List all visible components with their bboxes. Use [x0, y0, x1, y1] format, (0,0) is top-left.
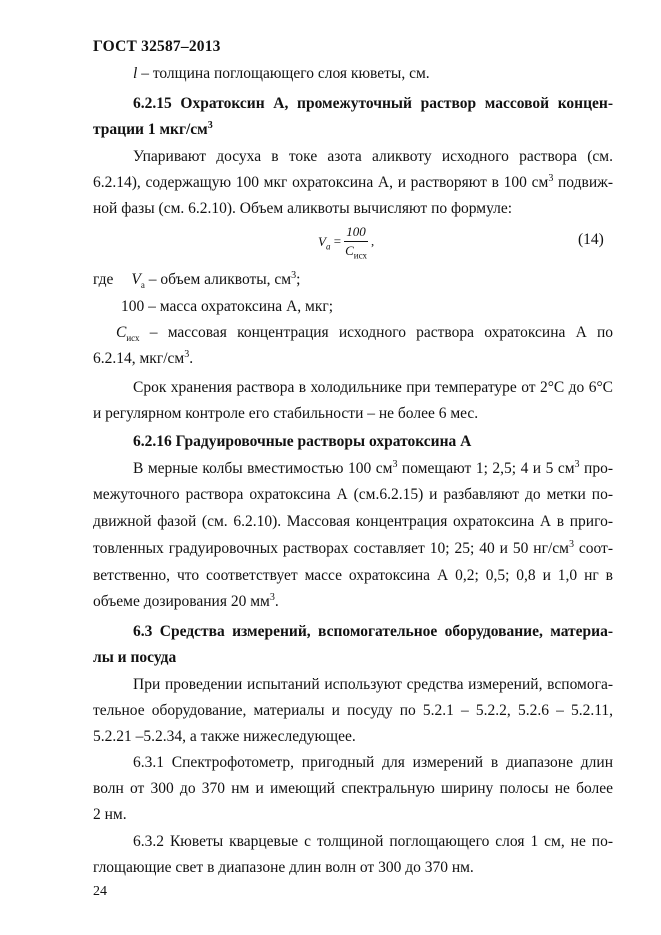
formula-denominator: $C_{исх}$: [345, 243, 367, 261]
formula-lhs: $V_a$: [318, 233, 331, 252]
superscript: 3: [574, 458, 580, 470]
document-header: ГОСТ 32587–2013: [93, 38, 221, 55]
va-text: – объем аликвоты, см: [144, 271, 292, 288]
paragraph-1-line2: [93, 173, 613, 193]
item-6-3-1-line1: 6.3.1 Спектрофотометр, пригодный для измерений в диапазоне длин: [133, 754, 613, 771]
paragraph-4-line1: При проведении испытаний используют средства измерений, вспомога-: [133, 676, 613, 693]
item-6-3-1-line2: волн от 300 до 370 нм и имеющий спектральную ширину полосы не более: [93, 780, 613, 797]
paragraph-3-line5: ветственно, что соответствует массе охратоксина А 0,2; 0,5; 0,8 и 1,0 нг в: [93, 567, 613, 584]
c-text: – массовая концентрация исходного раствора охратоксина А по: [139, 324, 613, 341]
paragraph-2-line1: Срок хранения раствора в холодильнике при температуре от 2°С до 6°С: [133, 379, 613, 396]
section-6-3-heading-line2: лы и посуда: [93, 649, 177, 666]
superscript: 3: [269, 591, 275, 603]
paragraph-1-line2-b: подвиж-: [553, 174, 613, 191]
page-number: 24: [93, 884, 107, 899]
superscript: 3: [291, 269, 297, 281]
paragraph-3-line6: объеме дозирования 20 $мм^3$.: [93, 591, 279, 610]
va-symbol: V: [131, 271, 141, 288]
paragraph-4-line2: тельное оборудование, материалы и посуду по 5.2.1 – 5.2.2, 5.2.6 – 5.2.11,: [93, 702, 613, 719]
superscript: 3: [207, 119, 213, 131]
paragraph-3-line3: движной фазой (см. 6.2.10). Массовая концентрация охратоксина А в приго-: [93, 513, 613, 530]
where-c-line1: [116, 323, 613, 343]
paragraph-1-line3: ной фазы (см. 6.2.10). Объем аликвоты вычисляют по формуле:: [93, 200, 513, 217]
formula-14: [318, 224, 374, 264]
l-definition-text: – толщина поглощающего слоя кюветы, см.: [137, 65, 430, 82]
item-6-3-2-line1: 6.3.2 Кюветы кварцевые с толщиной поглощающего слоя 1 см, не по-: [133, 833, 613, 850]
section-6-3-heading-line1: 6.3 Средства измерений, вспомогательное оборудование, материа-: [133, 623, 613, 640]
paragraph-3-line1: В мерные колбы вместимостью 100 $см^3$ помещают 1; 2,5; 4 и 5 $см^3$ про-: [133, 458, 613, 477]
superscript: 3: [568, 538, 574, 550]
section-6-2-15-heading-line2: [93, 120, 613, 140]
l-symbol: l: [133, 65, 138, 82]
section-6-2-16-heading: 6.2.16 Градуировочные растворы охратоксина А: [133, 433, 472, 450]
superscript: 3: [184, 348, 190, 360]
formula-fraction: [344, 224, 368, 259]
va-end: ;: [296, 271, 301, 288]
superscript: 3: [548, 172, 554, 184]
where-va-line: [93, 270, 613, 290]
formula-comma: ,: [367, 233, 375, 249]
paragraph-1-line1: Упаривают досуха в токе азота аликвоту исходного раствора (см.: [133, 148, 613, 165]
equation-number: (14): [578, 231, 604, 248]
section-6-2-15-heading-line1: 6.2.15 Охратоксин А, промежуточный раствор массовой концен-: [133, 95, 613, 112]
section-6-2-15-heading-text: трации 1 мкг/см: [93, 121, 208, 138]
formula-numerator: 100: [344, 224, 368, 242]
paragraph-3-line4: товленных градуировочных растворах составляет 10; 25; 40 и 50 $нг/см^3$ соот-: [93, 538, 613, 557]
c-subscript: исх: [126, 333, 140, 344]
item-6-3-1-line3: 2 нм.: [93, 806, 127, 823]
c-line2-text: 6.2.14, мкг/см: [93, 350, 185, 367]
paragraph-4-line3: 5.2.21 –5.2.34, а также нижеследующее.: [93, 728, 356, 745]
c-line2-end: .: [189, 350, 194, 367]
item-6-3-2-line2: глощающие свет в диапазоне длин волн от 300 до 370 нм.: [93, 859, 474, 876]
where-label: где: [93, 271, 114, 288]
where-mass-line: 100 – масса охратоксина А, мкг;: [121, 298, 334, 315]
l-definition: [133, 64, 613, 84]
c-symbol: C: [116, 324, 127, 341]
paragraph-2-line2: и регулярном контроле его стабильности – не более 6 мес.: [93, 405, 479, 422]
va-subscript: а: [140, 280, 145, 291]
where-c-line2: [93, 349, 613, 369]
superscript: 3: [392, 458, 398, 470]
paragraph-3-line2: межуточного раствора охратоксина А (см.6.2.15) и разбавляют до метки по-: [93, 486, 613, 503]
paragraph-1-line2-a: 6.2.14), содержащую 100 мкг охратоксина А, и растворяют в 100 см: [93, 174, 549, 191]
formula-equals: =: [330, 233, 345, 249]
